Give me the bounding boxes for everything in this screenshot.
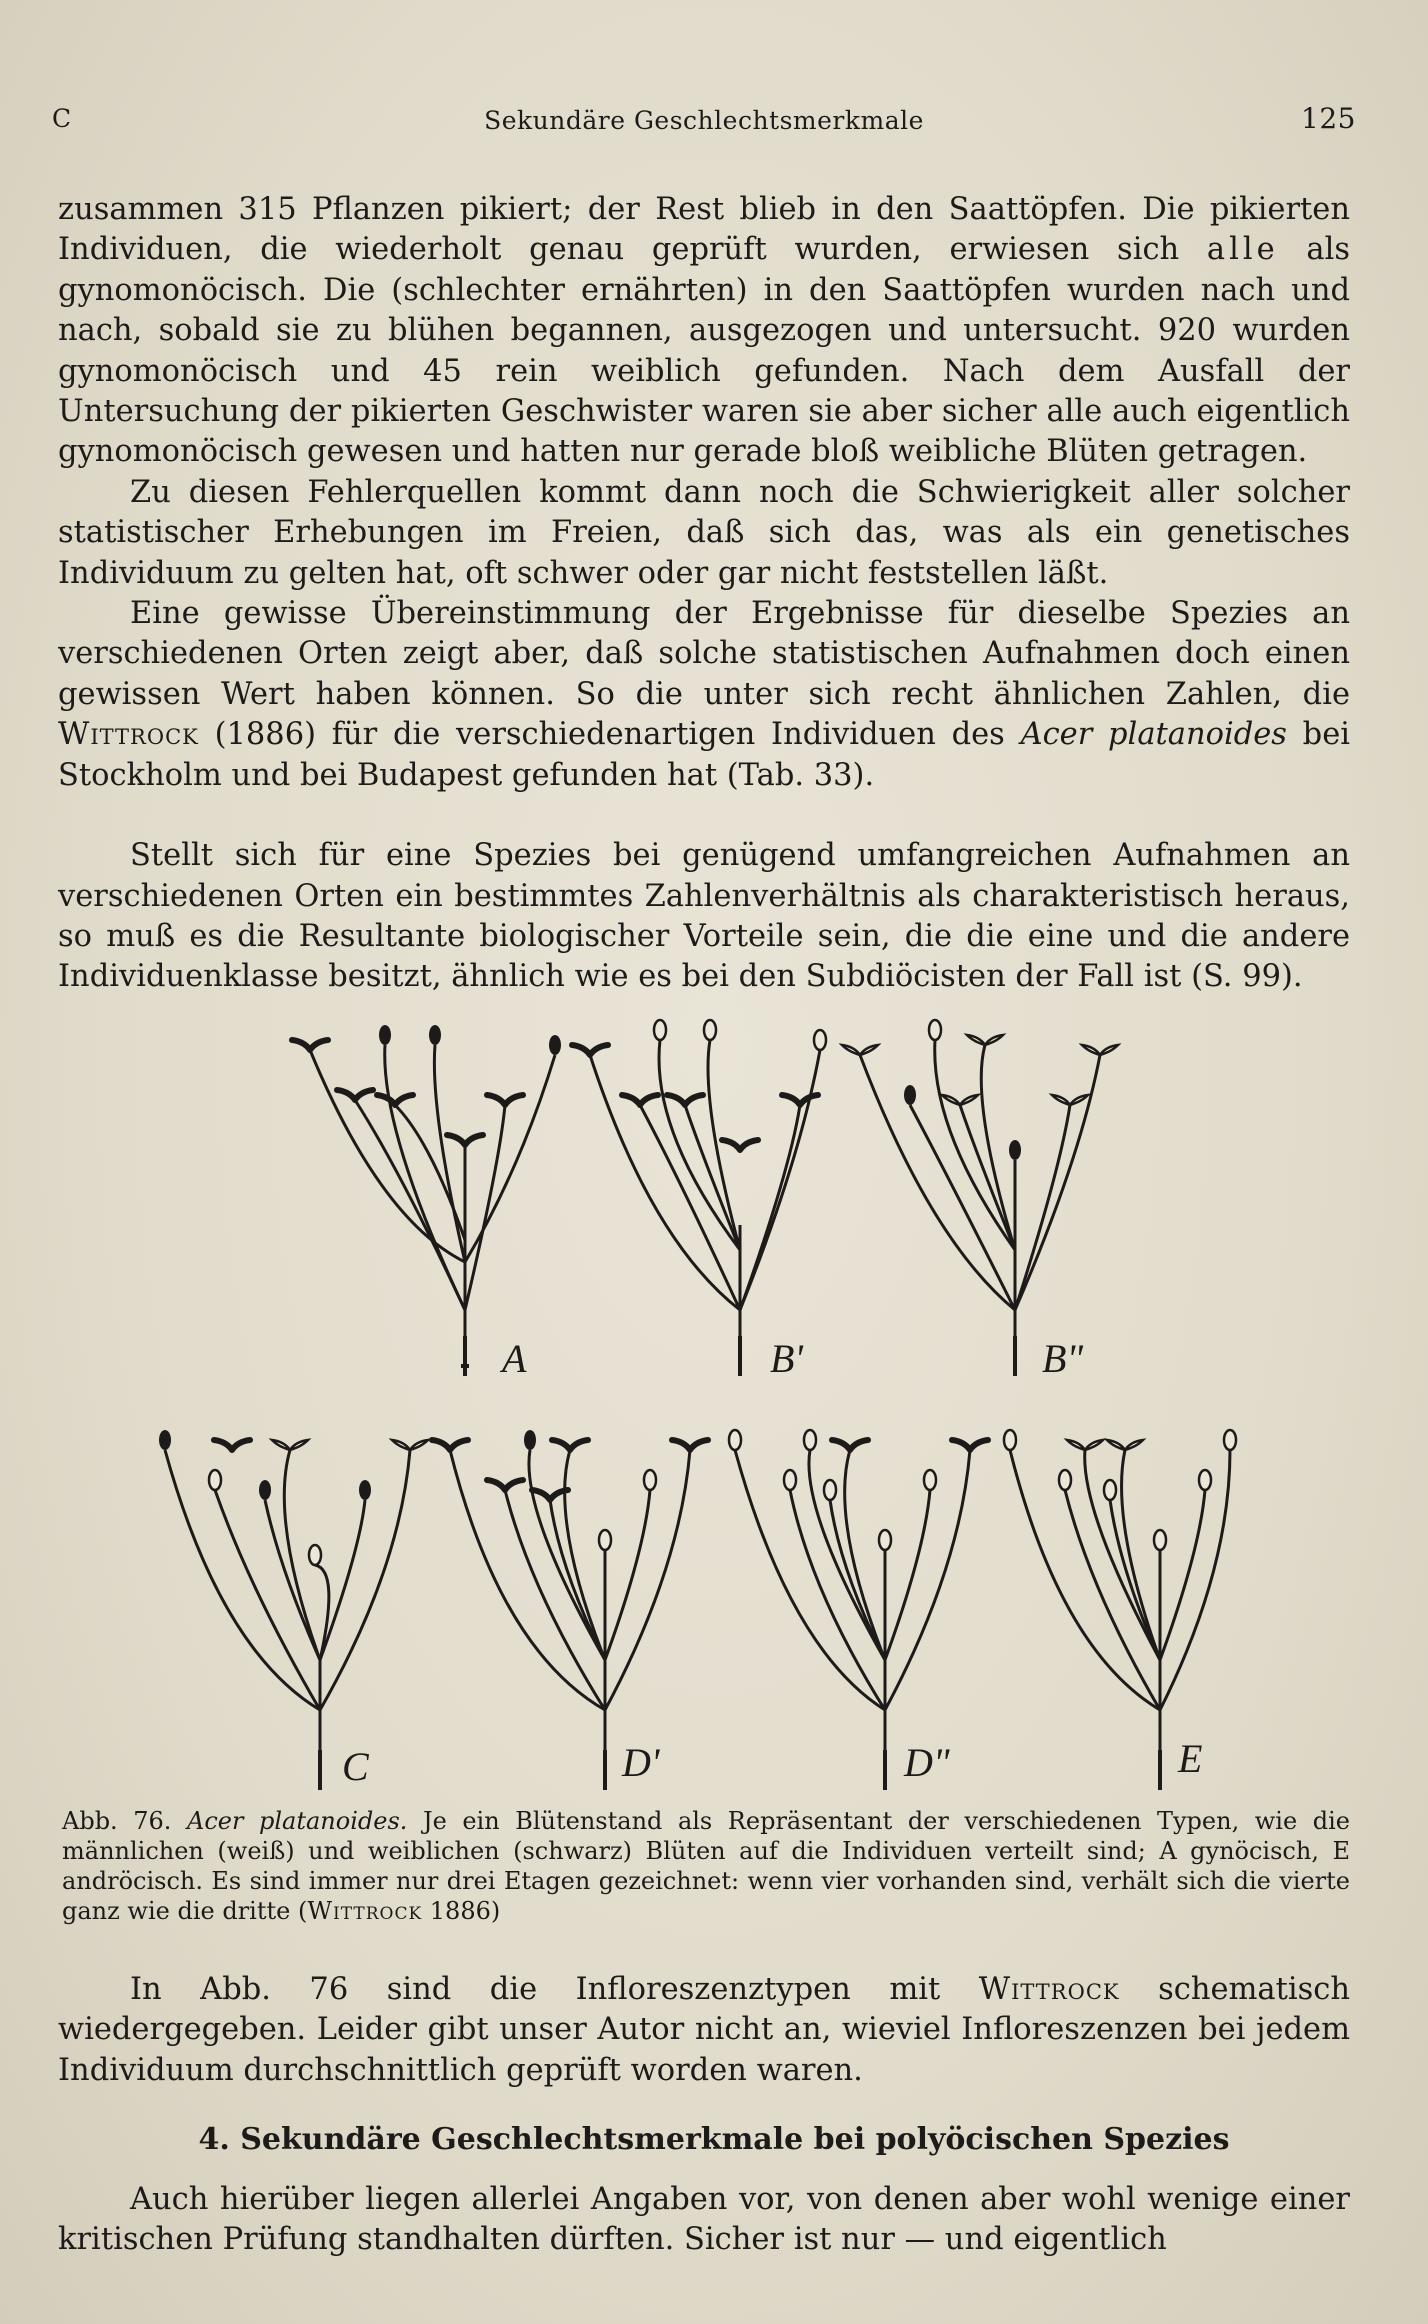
caption-text: Je ein Blütenstand als Repräsentant der verschiedenen Typen, wie die männlichen (weiß) und weiblichen (schwarz) Blüten auf die Individuen verteilt sind; A gynöcisch, E andröcisch. Es sind immer nur drei Etagen gezeichnet: wenn vier vorhanden sind, verhält sich die vierte ganz wie die dritte ( bbox=[62, 1807, 1350, 1925]
paragraph-5-text-b: schematisch wiedergegeben. Leider gibt unser Autor nicht an, wieviel Infloreszenzen bei jedem Individuum durchschnittlich geprüft worden waren. bbox=[58, 1972, 1351, 2088]
caption-text-end: 1886) bbox=[422, 1897, 501, 1925]
figure-caption bbox=[62, 1806, 1350, 1926]
paragraph-1-text-a: zusammen 315 Pflanzen pikiert; der Rest blieb in den Saattöpfen. Die pikierten Individuen, die wiederholt genau geprüft wurden, erwiesen sich bbox=[58, 192, 1350, 268]
flower-marks-D2 bbox=[729, 1430, 988, 1550]
figure-76 bbox=[0, 1010, 1428, 1810]
flower-marks-B1 bbox=[572, 1020, 826, 1150]
label-B-double-prime: B" bbox=[1042, 1336, 1084, 1381]
label-A: A bbox=[502, 1336, 527, 1381]
author-name: Wittrock bbox=[58, 717, 199, 753]
flower-marks-C bbox=[159, 1430, 428, 1565]
inflorescence-E bbox=[1010, 1450, 1230, 1780]
caption-species: Acer platanoides. bbox=[186, 1807, 408, 1835]
label-D-double-prime: D" bbox=[904, 1740, 950, 1785]
body-final bbox=[58, 2180, 1350, 2261]
paragraph-5-text-a: In Abb. 76 sind die Infloreszenztypen mit bbox=[130, 1972, 979, 2007]
paragraph-3-text-c: bei Stockholm und bei Budapest gefunden hat (Tab. 33). bbox=[58, 717, 1351, 793]
paragraph-3-text-a: Eine gewisse Übereinstimmung der Ergebnisse für dieselbe Spezies an verschiedenen Orten zeigt aber, daß solche statistischen Aufnahmen doch einen gewissen Wert haben können. So die unter sich recht ähnlichen Zahlen, die bbox=[58, 596, 1350, 712]
header-title: Sekundäre Geschlechtsmerkmale bbox=[484, 106, 924, 135]
label-B-prime: B' bbox=[770, 1336, 803, 1381]
section-heading: 4. Sekundäre Geschlechtsmerkmale bei polyöcischen Spezies bbox=[198, 2122, 1230, 2157]
paragraph-5 bbox=[58, 1970, 1350, 2091]
caption-prefix: Abb. 76. bbox=[62, 1807, 172, 1835]
inflorescence-D1 bbox=[450, 1450, 690, 1780]
inflorescence-diagram bbox=[0, 1010, 1428, 1810]
inflorescence-B1 bbox=[590, 1040, 820, 1366]
inflorescence-C bbox=[165, 1450, 410, 1780]
running-header bbox=[52, 104, 1356, 144]
paragraph-5-author: Wittrock bbox=[978, 1972, 1120, 2007]
paragraph-6: Auch hierüber liegen allerlei Angaben vor, von denen aber wohl wenige einer kritischen Prüfung standhalten dürften. Sicher ist nur — und eigentlich bbox=[58, 2182, 1350, 2258]
paragraph-1-text-b: als gynomonöcisch. Die (schlechter ernährten) in den Saattöpfen wurden nach und nach, sobald sie zu blühen begannen, ausgezogen und untersucht. 920 wurden gynomonöcisch und 45 rein weiblich gefunden. Nach dem Ausfall der Untersuchung der pikierten Geschwister waren sie aber sicher alle auch eigentlich gynomonöcisch gewesen und hatten nur gerade bloß weibliche Blüten getragen. bbox=[58, 232, 1350, 470]
label-D-prime: D' bbox=[622, 1740, 660, 1785]
paragraph-3 bbox=[58, 594, 1350, 796]
page-number: 125 bbox=[1301, 102, 1356, 135]
header-left-mark: C bbox=[52, 104, 72, 133]
body-upper bbox=[58, 190, 1350, 998]
emphasis-alle: alle bbox=[1206, 232, 1279, 268]
body-lower bbox=[58, 1970, 1350, 2091]
paragraph-1 bbox=[58, 190, 1350, 473]
caption-author: Wittrock bbox=[307, 1897, 423, 1925]
species-name: Acer platanoides bbox=[1020, 717, 1287, 753]
paragraph-4: Stellt sich für eine Spezies bei genügend umfangreichen Aufnahmen an verschiedenen Orten ein bestimmtes Zahlenverhältnis als charakteristisch heraus, so muß es die Resultante biologischer Vorteile sein, die die eine und die andere Individuenklasse besitzt, ähnlich wie es bei den Subdiöcisten der Fall ist (S. 99). bbox=[58, 838, 1350, 995]
inflorescence-D2 bbox=[735, 1450, 970, 1780]
label-E: E bbox=[1178, 1736, 1203, 1781]
flower-marks-B2 bbox=[842, 1020, 1118, 1160]
flower-marks-E bbox=[1004, 1430, 1236, 1550]
inflorescence-B2 bbox=[860, 1040, 1100, 1366]
paragraph-2: Zu diesen Fehlerquellen kommt dann noch die Schwierigkeit aller solcher statistischer Erhebungen im Freien, daß sich das, was als ein genetisches Individuum zu gelten hat, oft schwer oder gar nicht feststellen läßt. bbox=[58, 474, 1350, 591]
paragraph-3-text-b: (1886) für die verschiedenartigen Individuen des bbox=[198, 717, 1021, 753]
flower-marks-A bbox=[292, 1025, 561, 1145]
label-C: C bbox=[342, 1744, 369, 1789]
